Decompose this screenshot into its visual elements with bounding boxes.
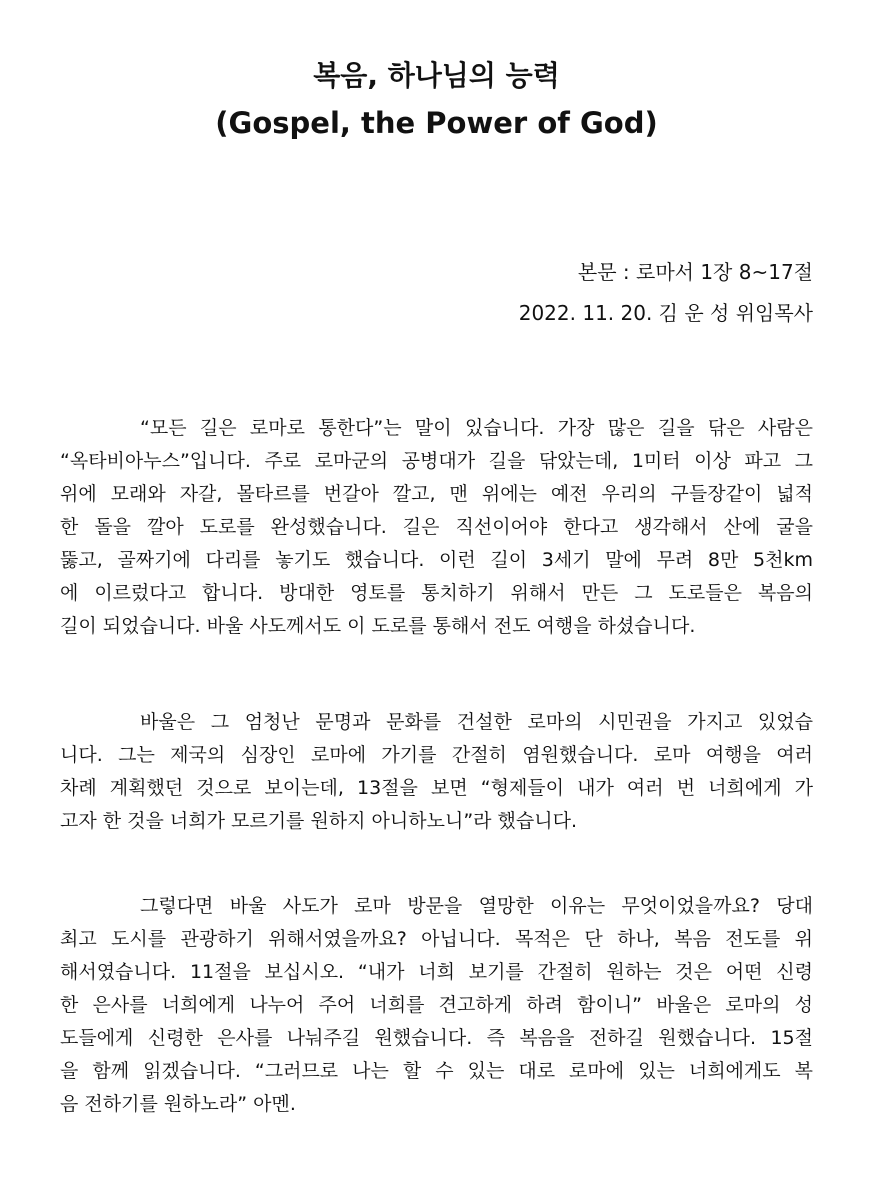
paragraph-2 (60, 706, 813, 838)
paragraph-3 (60, 890, 813, 1121)
paragraph-line: 고자 한 것을 너희가 모르기를 원하지 아니하노니”라 했습니다. (60, 810, 578, 832)
paragraph-line: 니다. 그는 제국의 심장인 로마에 가기를 간절히 염원했습니다. 로마 여행을 여러 (60, 744, 813, 766)
paragraph-line: 음 전하기를 원하노라” 아멘. (60, 1093, 296, 1115)
paragraph-line: “옥타비아누스”입니다. 주로 로마군의 공병대가 길을 닦았는데, 1미터 이상 파고 그 (60, 450, 813, 472)
paragraph-line: 해서였습니다. 11절을 보십시오. “내가 너희 보기를 간절히 원하는 것은 어떤 신령 (60, 961, 813, 983)
sermon-title-korean: 복음, 하나님의 능력 (313, 59, 560, 92)
paragraph-line: 한 돌을 깔아 도로를 완성했습니다. 길은 직선이어야 한다고 생각해서 산에 굴을 (60, 516, 813, 538)
paragraph-line: 에 이르렀다고 합니다. 방대한 영토를 통치하기 위해서 만든 그 도로들은 복음의 (60, 582, 813, 604)
paragraph-line: 뚫고, 골짜기에 다리를 놓기도 했습니다. 이런 길이 3세기 말에 무려 8만 5천km (60, 549, 813, 571)
paragraph-line: 도들에게 신령한 은사를 나눠주길 원했습니다. 즉 복음을 전하길 원했습니다. 15절 (60, 1027, 813, 1049)
sermon-title-english: (Gospel, the Power of God) (215, 106, 658, 140)
paragraph-line: 바울은 그 엄청난 문명과 문화를 건설한 로마의 시민권을 가지고 있었습 (140, 711, 813, 733)
paragraph-line: 을 함께 읽겠습니다. “그러므로 나는 할 수 있는 대로 로마에 있는 너희에게도 복 (60, 1060, 813, 1082)
paragraph-line: 그렇다면 바울 사도가 로마 방문을 열망한 이유는 무엇이었을까요? 당대 (140, 895, 813, 917)
paragraph-line: “모든 길은 로마로 통한다”는 말이 있습니다. 가장 많은 길을 닦은 사람은 (140, 417, 813, 439)
paragraph-line: 차례 계획했던 것으로 보이는데, 13절을 보면 “형제들이 내가 여러 번 너희에게 가 (60, 777, 813, 799)
paragraph-line: 위에 모래와 자갈, 몰타르를 번갈아 깔고, 맨 위에는 예전 우리의 구들장같이 넓적 (60, 483, 813, 505)
date-and-author: 2022. 11. 20. 김 운 성 위임목사 (518, 301, 813, 325)
scripture-reference: 본문 : 로마서 1장 8~17절 (577, 260, 813, 284)
paragraph-line: 한 은사를 너희에게 나누어 주어 너희를 견고하게 하려 함이니” 바울은 로마의 성 (60, 994, 813, 1016)
paragraph-1 (60, 412, 813, 643)
paragraph-line: 길이 되었습니다. 바울 사도께서도 이 도로를 통해서 전도 여행을 하셨습니다. (60, 615, 696, 637)
paragraph-line: 최고 도시를 관광하기 위해서였을까요? 아닙니다. 목적은 단 하나, 복음 전도를 위 (60, 928, 813, 950)
